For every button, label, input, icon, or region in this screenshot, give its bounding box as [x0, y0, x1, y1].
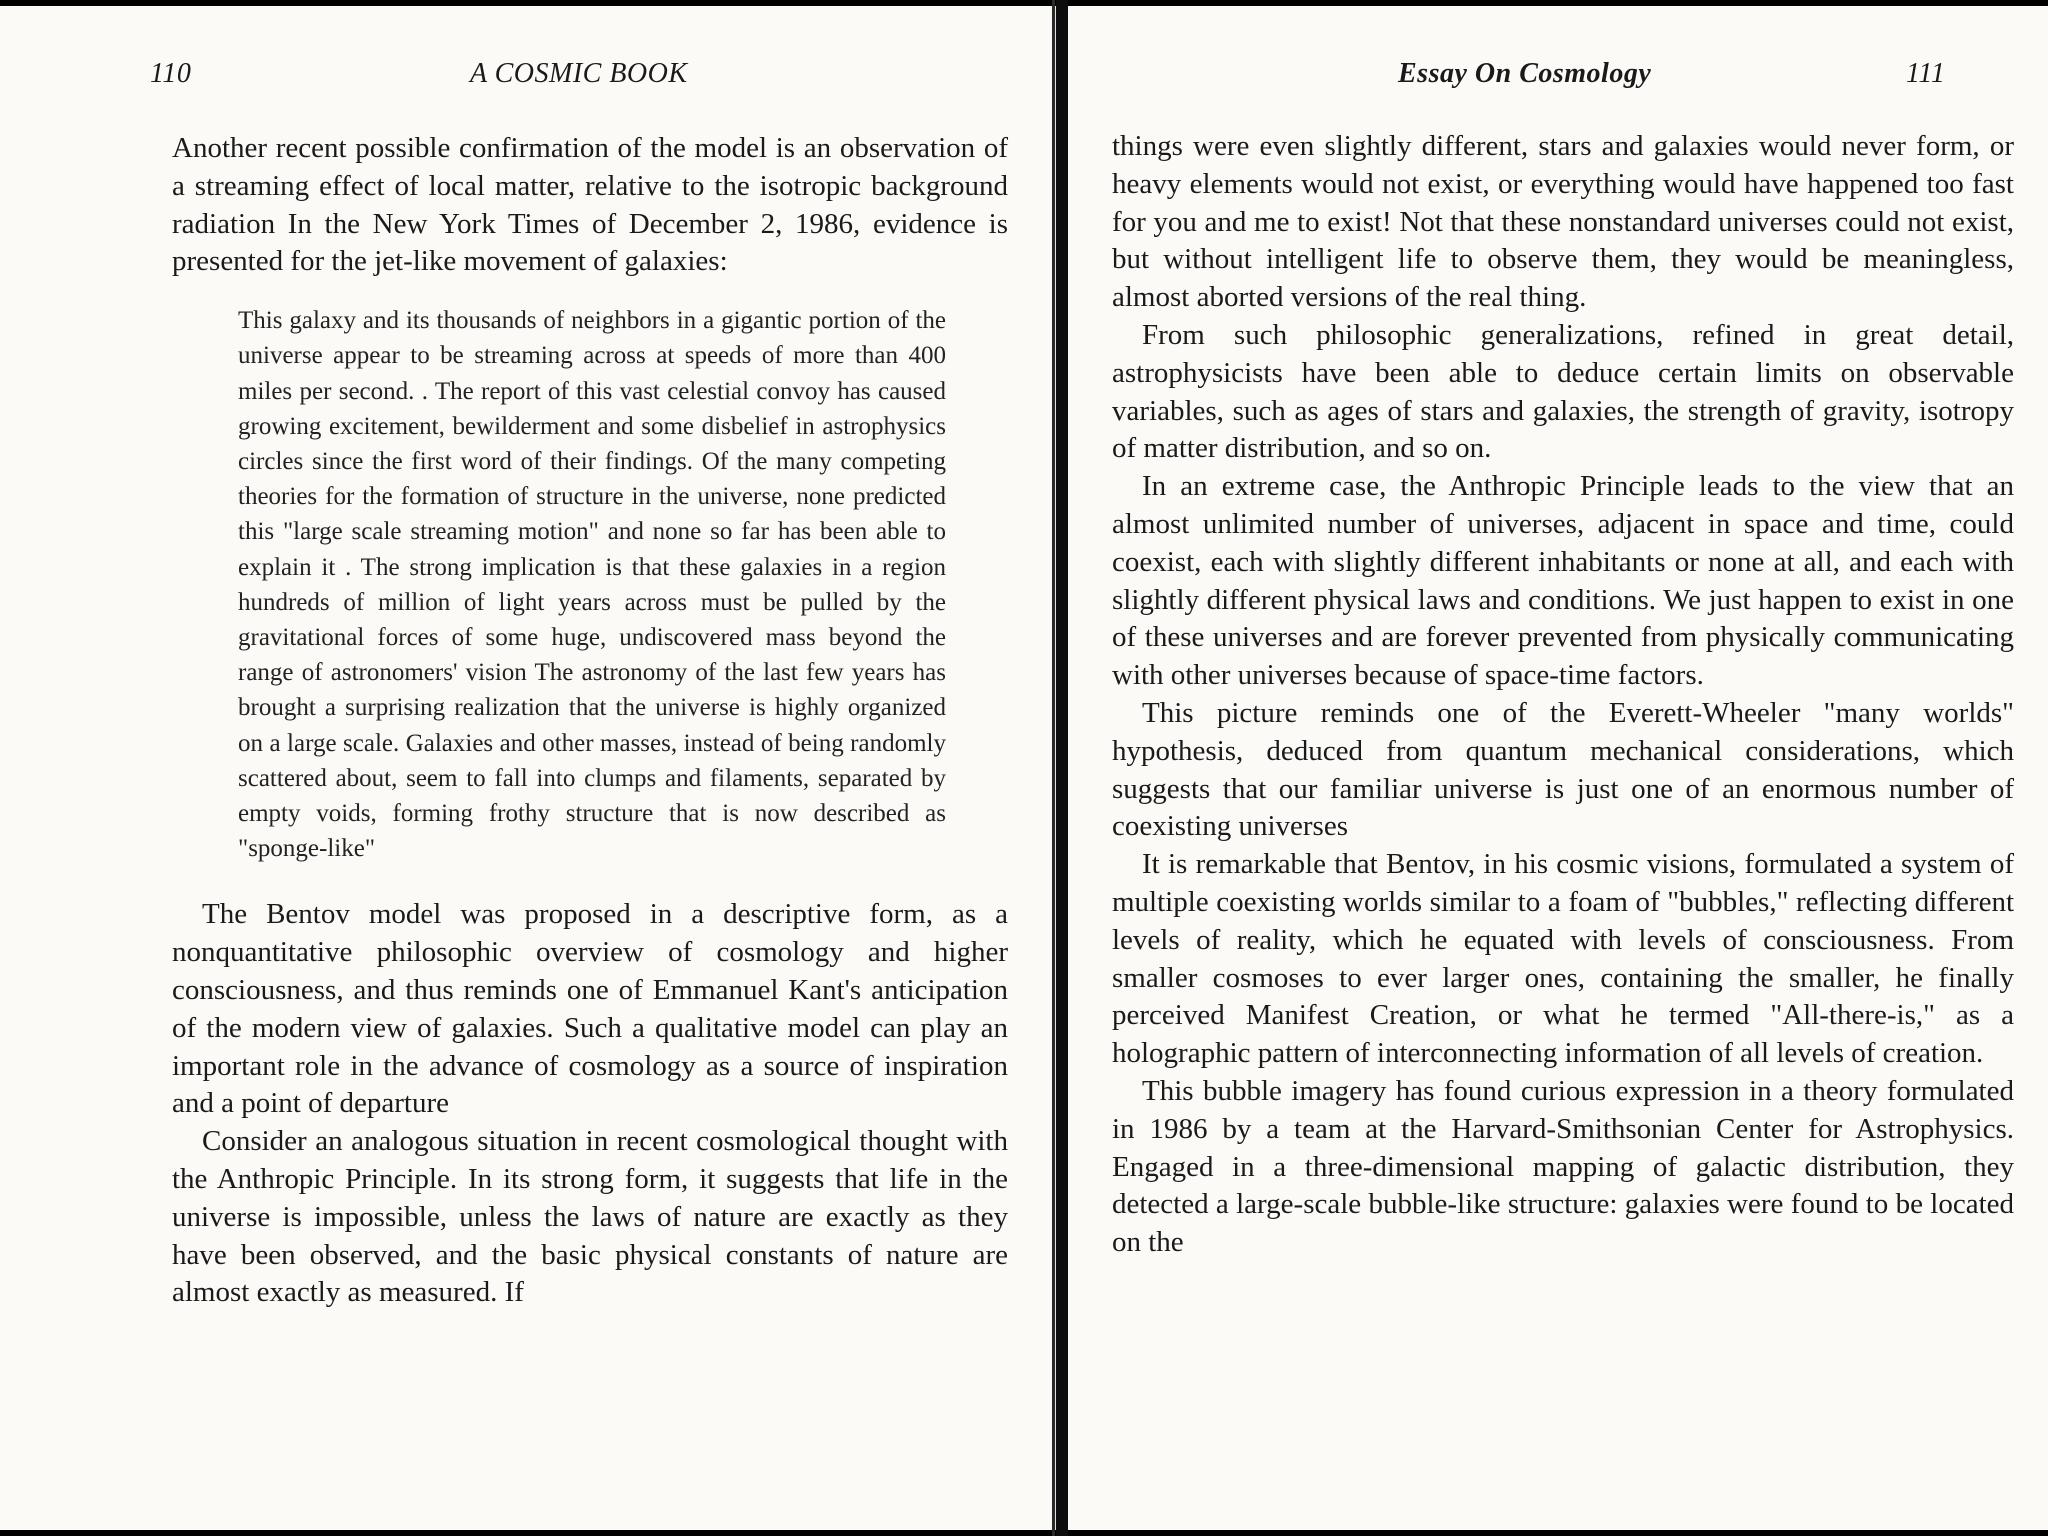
left-page	[0, 6, 1056, 1530]
paragraph: From such philosophic generalizations, refined in great detail, astrophysicists have been able to deduce certain limits on observable variables, such as ages of stars and galaxies, the strength of gravity, isotropy of matter distribution, and so on.	[1112, 318, 2014, 465]
right-body-text	[1112, 128, 2014, 1262]
page-number: 111	[1906, 58, 1946, 89]
left-body-text	[172, 130, 1008, 1312]
paragraph: This bubble imagery has found curious expression in a theory formulated in 1986 by a team at the Harvard-Smithsonian Center for Astrophysics. Engaged in a three-dimensional mapping of galactic distribution, they detected a large-scale bubble-like structure: galaxies were found to be located on the	[1112, 1074, 2014, 1259]
running-head: A COSMIC BOOK	[470, 58, 688, 89]
paragraph: The Bentov model was proposed in a descriptive form, as a nonquantitative philosophic overview of cosmology and higher consciousness, and thus reminds one of Emmanuel Kant's anticipation of the modern view of galaxies. Such a qualitative model can play an important role in the advance of cosmology as a source of inspiration and a point of departure	[172, 898, 1008, 1120]
running-head: Essay On Cosmology	[1398, 58, 1652, 89]
quote-text: This galaxy and its thousands of neighbors in a gigantic portion of the universe appear to be streaming across at speeds of more than 400 miles per second. . The report of this vast celestial convoy has caused growing excitement, bewilderment and some disbelief in astrophysics circles since the first word of their findings. Of the many competing theories for the formation of structure in the universe, none predicted this "large scale streaming motion" and none so far has been able to explain it . The strong implication is that these galaxies in a region hundreds of million of light years across must be pulled by the gravitational forces of some huge, undiscovered mass beyond the range of astronomers' vision The astronomy of the last few years has brought a surprising realization that the universe is highly organized on a large scale. Galaxies and other masses, instead of being randomly scattered about, seem to fall into clumps and filaments, separated by empty voids, forming frothy structure that is now described as "sponge-like"	[238, 307, 946, 863]
book-gutter	[1056, 0, 1068, 1536]
paragraph: Another recent possible confirmation of the model is an observation of a streaming effect of local matter, relative to the isotropic background radiation In the New York Times of December 2, 1986, evidence is presented for the jet-like movement of galaxies:	[172, 132, 1008, 278]
paragraph: This picture reminds one of the Everett-Wheeler "many worlds" hypothesis, deduced from quantum mechanical considerations, which suggests that our familiar universe is just one of an enormous number of coexisting universes	[1112, 696, 2014, 843]
page-number: 110	[150, 58, 192, 89]
block-quote	[238, 303, 946, 866]
paragraph: Consider an analogous situation in recent cosmological thought with the Anthropic Principle. In its strong form, it suggests that life in the universe is impossible, unless the laws of nature are exactly as they have been observed, and the basic physical constants of nature are almost exactly as measured. If	[172, 1125, 1008, 1309]
paragraph: In an extreme case, the Anthropic Principle leads to the view that an almost unlimited number of universes, adjacent in space and time, could coexist, each with slightly different inhabitants or none at all, and each with slightly different physical laws and conditions. We just happen to exist in one of these universes and are forever prevented from physically communicating with other universes because of space-time factors.	[1112, 470, 2014, 692]
right-page	[1068, 6, 2048, 1530]
paragraph: It is remarkable that Bentov, in his cosmic visions, formulated a system of multiple coexisting worlds similar to a foam of "bubbles," reflecting different levels of reality, which he equated with levels of consciousness. From smaller cosmoses to ever larger ones, containing the smaller, he finally perceived Manifest Creation, or what he termed "All-there-is," as a holographic pattern of interconnecting information of all levels of creation.	[1112, 848, 2014, 1070]
gutter-line	[1052, 0, 1055, 1536]
paragraph: things were even slightly different, stars and galaxies would never form, or heavy elements would not exist, or everything would have happened too fast for you and me to exist! Not that these nonstandard universes could not exist, but without intelligent life to observe them, they would be meaningless, almost aborted versions of the real thing.	[1112, 130, 2014, 314]
